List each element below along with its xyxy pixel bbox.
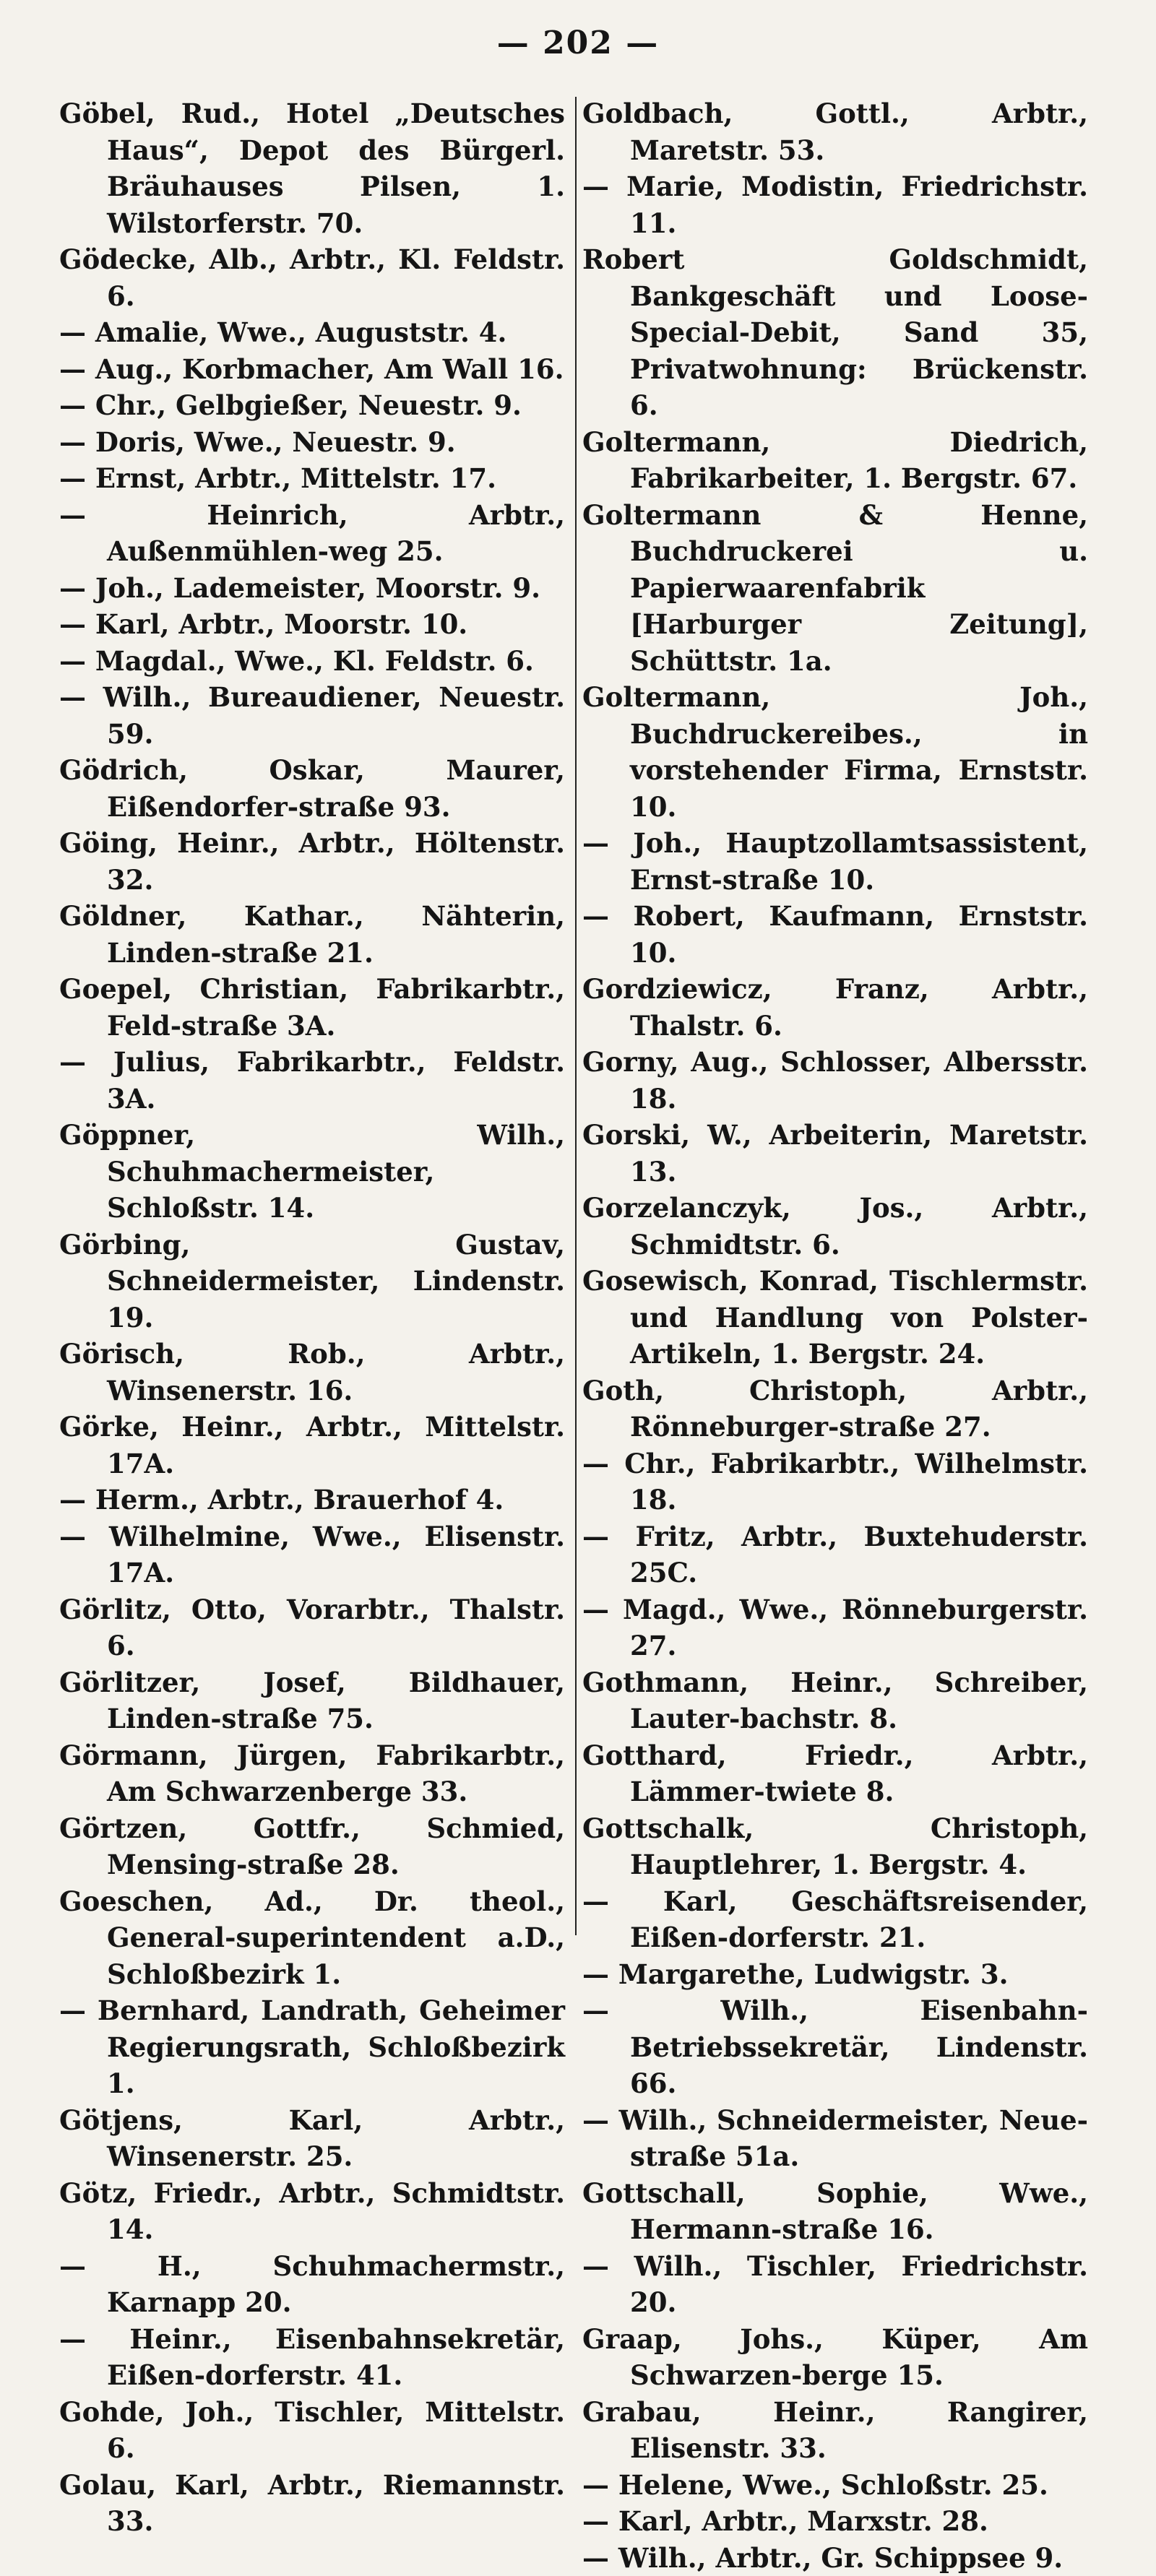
directory-entry: Götz, Friedr., Arbtr., Schmidtstr. 14. xyxy=(59,2175,565,2248)
directory-entry: Gosewisch, Konrad, Tischlermstr. und Handlung von Polster-Artikeln, 1. Bergstr. 24. xyxy=(582,1263,1088,1373)
directory-entry: Gödrich, Oskar, Maurer, Eißendorfer-straße 93. xyxy=(59,752,565,825)
directory-entry: Görtzen, Gottfr., Schmied, Mensing-straße 28. xyxy=(59,1810,565,1883)
directory-entry: Gorny, Aug., Schlosser, Albersstr. 18. xyxy=(582,1044,1088,1117)
right-column xyxy=(582,95,1088,2576)
directory-entry: — H., Schuhmachermstr., Karnapp 20. xyxy=(59,2248,565,2321)
directory-entry: — Margarethe, Ludwigstr. 3. xyxy=(582,1956,1088,1993)
directory-entry: Grabau, Heinr., Rangirer, Elisenstr. 33. xyxy=(582,2394,1088,2467)
directory-entry: — Ernst, Arbtr., Mittelstr. 17. xyxy=(59,460,565,497)
directory-entry: Gorski, W., Arbeiterin, Maretstr. 13. xyxy=(582,1117,1088,1190)
directory-entry: — Karl, Geschäftsreisender, Eißen-dorferstr. 21. xyxy=(582,1883,1088,1956)
directory-entry: — Karl, Arbtr., Moorstr. 10. xyxy=(59,606,565,643)
directory-entry: — Karl, Arbtr., Marxstr. 28. xyxy=(582,2503,1088,2540)
directory-entry: Goth, Christoph, Arbtr., Rönneburger-straße 27. xyxy=(582,1373,1088,1445)
directory-entry: — Magdal., Wwe., Kl. Feldstr. 6. xyxy=(59,643,565,680)
directory-entry: — Joh., Lademeister, Moorstr. 9. xyxy=(59,570,565,607)
left-column xyxy=(59,95,565,2540)
directory-entry: Götjens, Karl, Arbtr., Winsenerstr. 25. xyxy=(59,2102,565,2175)
directory-entry: Gödecke, Alb., Arbtr., Kl. Feldstr. 6. xyxy=(59,241,565,314)
directory-entry: Görlitzer, Josef, Bildhauer, Linden-straße 75. xyxy=(59,1664,565,1737)
directory-entry: Göldner, Kathar., Nähterin, Linden-straße 21. xyxy=(59,898,565,971)
directory-entry: Robert Goldschmidt, Bankgeschäft und Loose-Special-Debit, Sand 35, Privatwohnung: Brückenstr. 6. xyxy=(582,241,1088,424)
directory-entry: — Robert, Kaufmann, Ernststr. 10. xyxy=(582,898,1088,971)
directory-entry: — Amalie, Wwe., Auguststr. 4. xyxy=(59,314,565,351)
directory-entry: Gorzelanczyk, Jos., Arbtr., Schmidtstr. 6. xyxy=(582,1190,1088,1263)
page-number: — 202 — xyxy=(0,25,1156,61)
directory-entry: — Fritz, Arbtr., Buxtehuderstr. 25C. xyxy=(582,1518,1088,1591)
directory-entry: — Magd., Wwe., Rönneburgerstr. 27. xyxy=(582,1591,1088,1664)
directory-entry: Göbel, Rud., Hotel „Deutsches Haus“, Depot des Bürgerl. Bräuhauses Pilsen, 1. Wilstorferstr. 70. xyxy=(59,95,565,241)
directory-entry: Görlitz, Otto, Vorarbtr., Thalstr. 6. xyxy=(59,1591,565,1664)
directory-entry: — Julius, Fabrikarbtr., Feldstr. 3A. xyxy=(59,1044,565,1117)
directory-entry: Görke, Heinr., Arbtr., Mittelstr. 17A. xyxy=(59,1409,565,1482)
directory-entry: — Doris, Wwe., Neuestr. 9. xyxy=(59,424,565,461)
directory-entry: Gordziewicz, Franz, Arbtr., Thalstr. 6. xyxy=(582,971,1088,1044)
directory-entry: — Wilh., Schneidermeister, Neue-straße 51a. xyxy=(582,2102,1088,2175)
directory-entry: Goldbach, Gottl., Arbtr., Maretstr. 53. xyxy=(582,95,1088,168)
directory-entry: — Wilh., Arbtr., Gr. Schippsee 9. xyxy=(582,2540,1088,2576)
directory-entry: Görbing, Gustav, Schneidermeister, Lindenstr. 19. xyxy=(59,1227,565,1336)
directory-entry: — Heinrich, Arbtr., Außenmühlen-weg 25. xyxy=(59,497,565,570)
directory-entry: — Aug., Korbmacher, Am Wall 16. xyxy=(59,351,565,388)
directory-entry: Goepel, Christian, Fabrikarbtr., Feld-straße 3A. xyxy=(59,971,565,1044)
directory-entry: — Wilh., Tischler, Friedrichstr. 20. xyxy=(582,2248,1088,2321)
directory-entry: Görisch, Rob., Arbtr., Winsenerstr. 16. xyxy=(59,1336,565,1409)
directory-entry: Goltermann & Henne, Buchdruckerei u. Papierwaarenfabrik [Harburger Zeitung], Schüttstr. 1a. xyxy=(582,497,1088,680)
directory-entry: — Helene, Wwe., Schloßstr. 25. xyxy=(582,2467,1088,2504)
directory-entry: — Wilh., Eisenbahn-Betriebssekretär, Lindenstr. 66. xyxy=(582,1992,1088,2102)
directory-entry: Görmann, Jürgen, Fabrikarbtr., Am Schwarzenberge 33. xyxy=(59,1737,565,1810)
directory-entry: — Herm., Arbtr., Brauerhof 4. xyxy=(59,1482,565,1518)
column-divider xyxy=(575,97,577,1935)
directory-entry: — Joh., Hauptzollamtsassistent, Ernst-straße 10. xyxy=(582,825,1088,898)
directory-entry: Golau, Karl, Arbtr., Riemannstr. 33. xyxy=(59,2467,565,2540)
directory-entry: Göing, Heinr., Arbtr., Höltenstr. 32. xyxy=(59,825,565,898)
directory-entry: Göppner, Wilh., Schuhmachermeister, Schloßstr. 14. xyxy=(59,1117,565,1227)
directory-entry: Gottschall, Sophie, Wwe., Hermann-straße 16. xyxy=(582,2175,1088,2248)
directory-entry: — Chr., Fabrikarbtr., Wilhelmstr. 18. xyxy=(582,1445,1088,1518)
directory-entry: Gohde, Joh., Tischler, Mittelstr. 6. xyxy=(59,2394,565,2467)
directory-entry: Goltermann, Diedrich, Fabrikarbeiter, 1. Bergstr. 67. xyxy=(582,424,1088,497)
directory-entry: — Wilh., Bureaudiener, Neuestr. 59. xyxy=(59,679,565,752)
directory-entry: Gottschalk, Christoph, Hauptlehrer, 1. Bergstr. 4. xyxy=(582,1810,1088,1883)
directory-entry: — Wilhelmine, Wwe., Elisenstr. 17A. xyxy=(59,1518,565,1591)
directory-entry: Graap, Johs., Küper, Am Schwarzen-berge 15. xyxy=(582,2321,1088,2394)
directory-entry: — Chr., Gelbgießer, Neuestr. 9. xyxy=(59,387,565,424)
directory-entry: Goltermann, Joh., Buchdruckereibes., in vorstehender Firma, Ernststr. 10. xyxy=(582,679,1088,825)
directory-entry: — Heinr., Eisenbahnsekretär, Eißen-dorferstr. 41. xyxy=(59,2321,565,2394)
directory-entry: Gotthard, Friedr., Arbtr., Lämmer-twiete 8. xyxy=(582,1737,1088,1810)
directory-entry: — Marie, Modistin, Friedrichstr. 11. xyxy=(582,168,1088,241)
directory-entry: Gothmann, Heinr., Schreiber, Lauter-bachstr. 8. xyxy=(582,1664,1088,1737)
directory-entry: Goeschen, Ad., Dr. theol., General-superintendent a.D., Schloßbezirk 1. xyxy=(59,1883,565,1993)
directory-entry: — Bernhard, Landrath, Geheimer Regierungsrath, Schloßbezirk 1. xyxy=(59,1992,565,2102)
